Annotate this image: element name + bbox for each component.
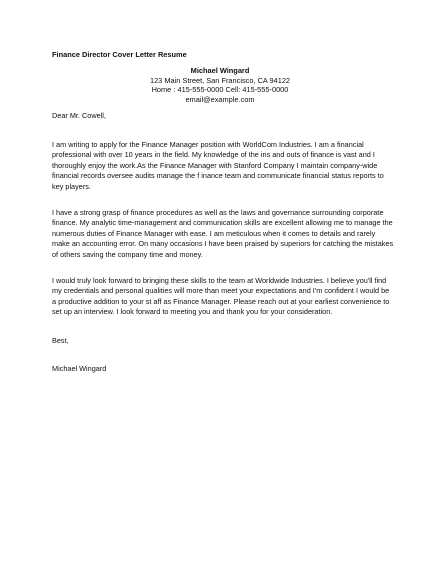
paragraph-line: a productive addition to your st aff as Finance Manager. Please reach out at your earliest convenience to <box>52 296 390 306</box>
paragraph-line: professional with over 10 years in the field. My knowledge of the ins and outs of finance is vast and I <box>52 150 375 160</box>
sender-header <box>140 66 300 104</box>
paragraph-line: finance. My analytic time-management and communication skills are excellent allowing me to manage the <box>52 218 393 228</box>
paragraph-line: I have a strong grasp of finance procedures as well as the laws and governance surrounding corporate <box>52 208 384 217</box>
paragraph-line: set up an interview. I look forward to meeting you and thank you for your consideration. <box>52 307 333 317</box>
paragraph-line: of others saving the company time and money. <box>52 249 203 259</box>
sender-name: Michael Wingard <box>190 66 250 75</box>
document-title: Finance Director Cover Letter Resume <box>52 50 187 59</box>
paragraph-line: financial records oversee audits manage the f inance team and communicate financial status reports to <box>52 171 384 181</box>
paragraph-line: I would truly look forward to bringing these skills to the team at Worldwide Industries. I believe you'll find <box>52 276 387 285</box>
salutation: Dear Mr. Cowell, <box>52 111 106 120</box>
paragraph-line: key players. <box>52 181 91 191</box>
sender-address: 123 Main Street, San Francisco, CA 94122 <box>149 75 291 85</box>
paragraph-1 <box>52 140 384 192</box>
paragraph-line: thoroughly enjoy the work.As the Finance Manager with Stanford Company I maintain company-wide <box>52 160 378 170</box>
signature-name: Michael Wingard <box>52 364 107 373</box>
sender-email: email@example.com <box>185 94 255 104</box>
paragraph-line: make an accounting error. On many occasions I have been praised by superiors for catching the mistakes <box>52 239 394 249</box>
sender-phones: Home : 415-555-0000 Cell: 415-555-0000 <box>151 85 289 94</box>
paragraph-line: my credentials and personal qualities will more than meet your expectations and I'm confident I would be <box>52 286 390 296</box>
paragraph-3 <box>52 276 389 318</box>
paragraph-2 <box>52 208 393 260</box>
paragraph-line: I am writing to apply for the Finance Manager position with WorldCom Industries. I am a financial <box>52 140 364 149</box>
paragraph-line: numerous duties of Finance Manager with ease. I am meticulous when it comes to details and rarely <box>52 228 376 238</box>
closing: Best, <box>52 336 69 345</box>
